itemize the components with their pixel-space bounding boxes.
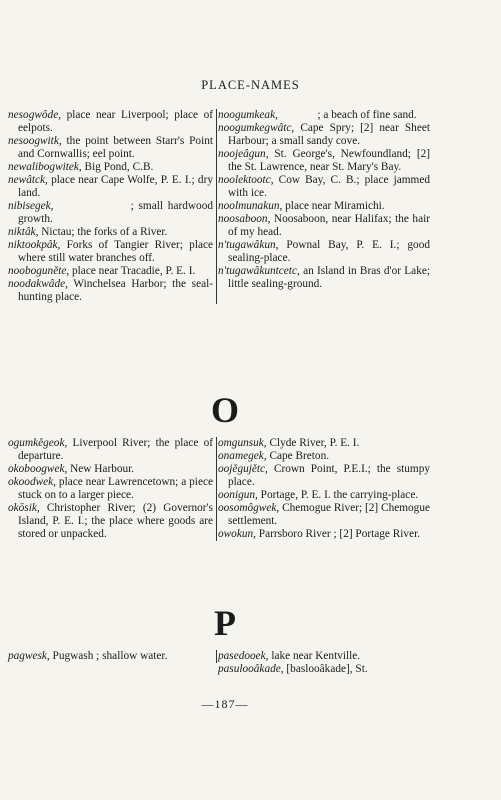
definition: Portage, P. E. I. the carrying-place. — [257, 489, 419, 501]
column-left — [8, 109, 217, 304]
definition: Liverpool River; the place of departure. — [18, 437, 213, 462]
headword: owokun, — [218, 528, 256, 540]
headword: ogumkěgeok, — [8, 437, 68, 449]
headword: oosomôgwek, — [218, 502, 280, 514]
column-left — [8, 650, 217, 663]
entry — [218, 213, 430, 239]
definition: Forks of Tangier River; place where still water branches off. — [18, 239, 213, 264]
headword: nesoogwitk, — [8, 135, 62, 147]
entry — [218, 463, 430, 489]
entry — [218, 528, 430, 541]
headword: niktâk, — [8, 226, 39, 238]
definition: Parrsboro River ; [2] Portage River. — [255, 528, 421, 540]
entry — [218, 663, 430, 676]
headword: n'tugawâkuntcetc, — [218, 265, 300, 277]
definition: Noosaboon, near Halifax; the hair of my head. — [228, 213, 430, 238]
entry — [8, 502, 213, 541]
definition: New Harbour. — [67, 463, 135, 475]
entry — [8, 476, 213, 502]
page-number: —187— — [201, 697, 249, 711]
entry — [8, 109, 213, 135]
entry — [8, 650, 213, 663]
column-right — [218, 109, 430, 291]
headword: noolektootc, — [218, 174, 274, 186]
definition: Cape Breton. — [266, 450, 330, 462]
headword: newalibogwitek, — [8, 161, 82, 173]
headword: pagwesk, — [8, 650, 50, 662]
entry — [218, 174, 430, 200]
entry — [218, 239, 430, 265]
definition: Cow Bay, C. B.; place jammed with ice. — [228, 174, 430, 199]
definition: Chemogue River; [2] Chemogue settlement. — [228, 502, 430, 527]
headword: pasedooek, — [218, 650, 269, 662]
entry — [218, 148, 430, 174]
entry — [8, 463, 213, 476]
headword: noojeâgun, — [218, 148, 269, 160]
definition: ; small hardwood growth. — [18, 200, 216, 225]
definition: place near Tracadie, P. E. I. — [69, 265, 196, 277]
entry — [218, 489, 430, 502]
entry — [218, 265, 430, 291]
headword: okoodwek, — [8, 476, 56, 488]
headword: omgunsuk, — [218, 437, 267, 449]
entry — [8, 200, 216, 226]
headword: n'tugawâkun, — [218, 239, 279, 251]
entry — [218, 502, 430, 528]
headword: oonigun, — [218, 489, 258, 501]
definition: lake near Kentville. — [268, 650, 361, 662]
section-letter-p: P — [214, 603, 236, 643]
headword: noogumkeak, — [218, 109, 278, 121]
definition: an Island in Bras d'or Lake; little sealing-ground. — [228, 265, 430, 290]
headword: nooboguněte, — [8, 265, 70, 277]
definition: place near Lawrencetown; a piece stuck on to a larger piece. — [18, 476, 213, 501]
definition: place near Miramichi. — [282, 200, 385, 212]
definition: Nictau; the forks of a River. — [38, 226, 168, 238]
section-letter-o: O — [210, 390, 239, 430]
entry — [218, 122, 430, 148]
entry — [218, 109, 430, 122]
definition: [baslooâkade], St. — [283, 663, 368, 675]
entry — [8, 226, 213, 239]
headword: niktookpâk, — [8, 239, 61, 251]
entry — [8, 135, 213, 161]
headword: nibisegek, — [8, 200, 54, 212]
definition: place near Liverpool; place of eelpots. — [18, 109, 213, 134]
definition: Cape Spry; [2] near Sheet Harbour; a small sandy cove. — [228, 122, 430, 147]
headword: onamegek, — [218, 450, 267, 462]
column-left — [8, 437, 217, 541]
definition: Clyde River, P. E. I. — [266, 437, 360, 449]
definition: St. George's, Newfoundland; [2] the St. Lawrence, near St. Mary's Bay. — [228, 148, 430, 173]
definition: Christopher River; (2) Governor's Island, P. E. I.; the place where goods are stored or unpacked. — [18, 502, 213, 540]
headword: okōsik, — [8, 502, 40, 514]
headword: noosaboon, — [218, 213, 271, 225]
definition: Pugwash ; shallow water. — [49, 650, 168, 662]
column-right — [218, 437, 430, 541]
definition: Pownal Bay, P. E. I.; good sealing-place. — [228, 239, 430, 264]
definition: the point between Starr's Point and Cornwallis; eel point. — [18, 135, 213, 160]
headword: oojěgujětc, — [218, 463, 268, 475]
definition: Winchelsea Harbor; the seal-hunting place. — [18, 278, 213, 303]
entry — [8, 239, 213, 265]
page-title: PLACE-NAMES — [201, 78, 300, 92]
entry — [218, 450, 430, 463]
definition: ; a beach of fine sand. — [277, 109, 417, 121]
definition: Crown Point, P.E.I.; the stumpy place. — [228, 463, 430, 488]
column-right — [218, 650, 430, 676]
entry — [8, 265, 213, 278]
entry — [218, 650, 430, 663]
definition: place near Cape Wolfe, P. E. I.; dry land. — [18, 174, 213, 199]
definition: Big Pond, C.B. — [81, 161, 154, 173]
headword: noodakwâde, — [8, 278, 68, 290]
entry — [8, 278, 213, 304]
headword: nesogwôde, — [8, 109, 62, 121]
entry — [8, 161, 213, 174]
headword: noogumkegwâtc, — [218, 122, 295, 134]
entry — [218, 200, 430, 213]
headword: noolmunakun, — [218, 200, 283, 212]
headword: newâtck, — [8, 174, 48, 186]
entry — [8, 437, 213, 463]
entry — [8, 174, 213, 200]
headword: pasulooâkade, — [218, 663, 284, 675]
headword: okoboogwek, — [8, 463, 68, 475]
entry — [218, 437, 430, 450]
